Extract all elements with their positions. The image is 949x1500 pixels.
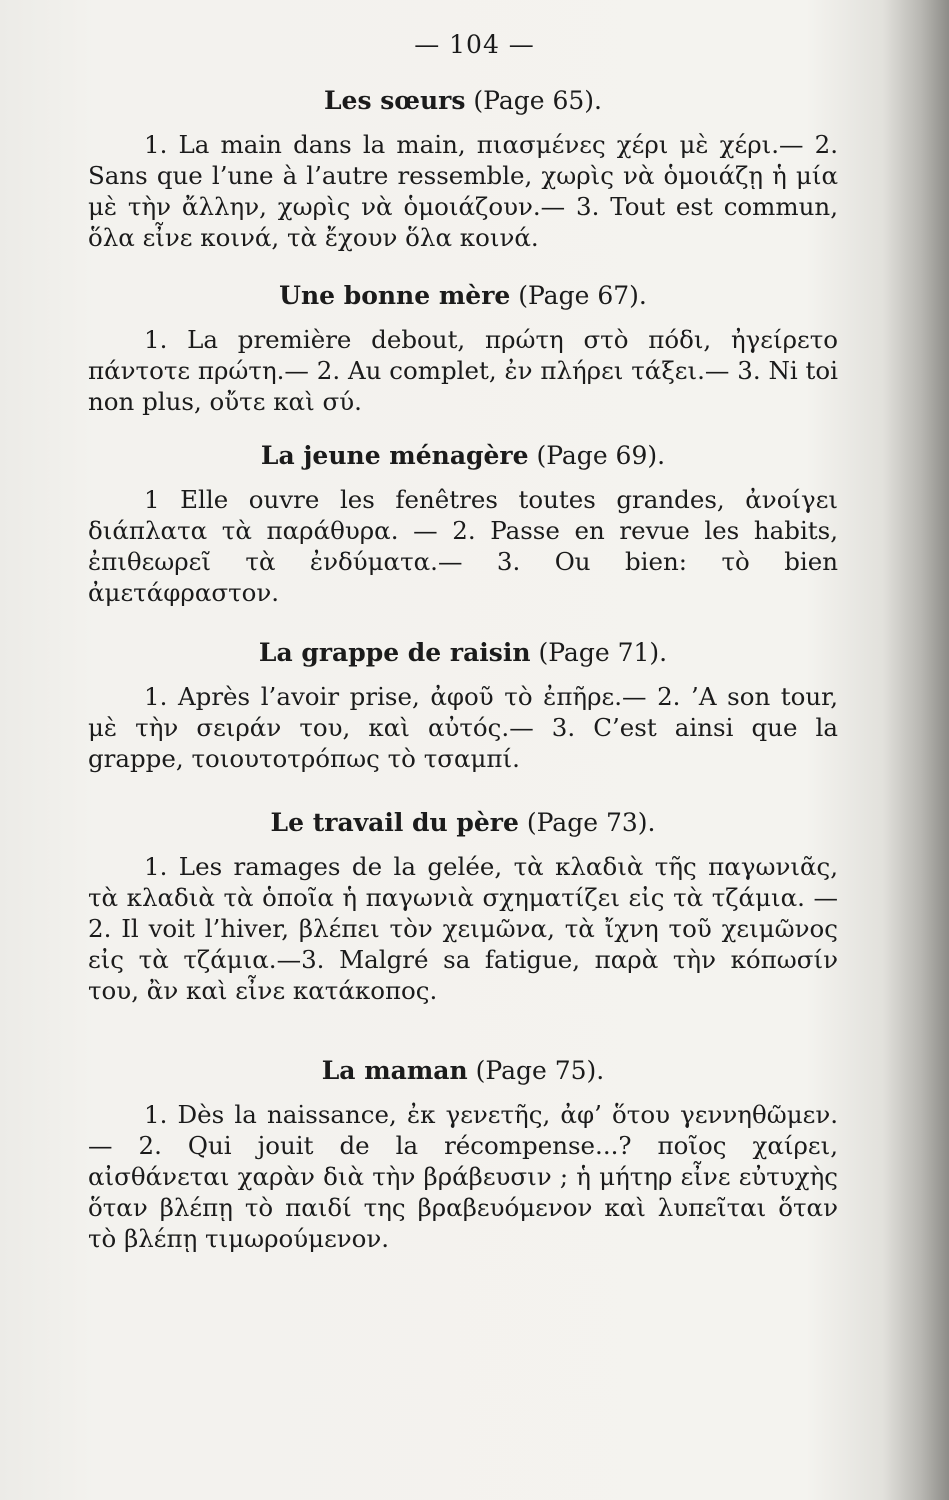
section-text: 1. Après l’avoir prise, ἀφοῦ τὸ ἐπῆρε.— 2. ’A son tour, μὲ τὴν σειράν του, καὶ αὐτός.— 3. C’est ainsi que la grappe, τοιουτοτρόπως τὸ τσαμπί. (88, 682, 838, 773)
section-title: La grappe de raisin (258, 638, 531, 667)
section-heading (88, 808, 838, 837)
section-text: 1. Les ramages de la gelée, τὰ κλαδιὰ τῆς παγωνιᾶς, τὰ κλαδιὰ τὰ ὁποῖα ἡ παγωνιὰ σχηματίζει εἰς τὰ τζάμια. — 2. Il voit l’hiver, βλέπει τὸν χειμῶνα, τὰ ἴχνη τοῦ χειμῶνος εἰς τὰ τζάμια.—3. Malgré sa fatigue, παρὰ τὴν κόπωσίν του, ἂν καὶ εἶνε κατάκοπος. (88, 852, 838, 1005)
section-une-bonne-mere (88, 281, 838, 417)
section-text: 1. Dès la naissance, ἐκ γενετῆς, ἀφ’ ὅτου γεννηθῶμεν.— 2. Qui jouit de la récompense...? ποῖος χαίρει, αἰσθάνεται χαρὰν διὰ τὴν βράβευσιν ; ἡ μήτηρ εἶνε εὐτυχὴς ὅταν βλέπῃ τὸ παιδί της βραβευόμενον καὶ λυπεῖται ὅταν τὸ βλέπῃ τιμωρούμενον. (88, 1100, 838, 1253)
page-number: — 104 — (414, 30, 535, 59)
section-page-ref: (Page 67). (518, 281, 647, 310)
section-la-grappe-de-raisin (88, 638, 838, 774)
section-heading (88, 1056, 838, 1085)
section-page-ref: (Page 65). (473, 86, 603, 115)
section-text: 1. La main dans la main, πιασμένες χέρι μὲ χέρι.— 2. Sans que l’une à l’autre ressemble, χωρὶς νὰ ὁμοιάζῃ ἡ μία μὲ τὴν ἄλλην, χωρὶς νὰ ὁμοιάζουν.— 3. Tout est commun, ὅλα εἶνε κοινά, τὰ ἔχουν ὅλα κοινά. (88, 130, 838, 252)
section-title: Le travail du père (270, 808, 519, 837)
section-page-ref: (Page 73). (526, 808, 656, 837)
section-heading (88, 86, 838, 115)
section-title: Une bonne mère (279, 281, 511, 310)
section-heading (88, 638, 838, 667)
section-page-ref: (Page 75). (475, 1056, 605, 1085)
section-title: La jeune ménagère (260, 441, 529, 470)
section-la-jeune-menagere (88, 441, 838, 608)
section-les-soeurs (88, 86, 838, 253)
section-le-travail-du-pere (88, 808, 838, 1006)
section-title: Les sœurs (323, 86, 466, 115)
section-heading (88, 441, 838, 470)
section-title: La maman (321, 1056, 468, 1085)
section-page-ref: (Page 69). (536, 441, 666, 470)
section-heading (88, 281, 838, 310)
section-text: 1 Elle ouvre les fenêtres toutes grandes, ἀνοίγει διάπλατα τὰ παράθυρα. — 2. Passe en revue les habits, ἐπιθεωρεῖ τὰ ἐνδύματα.— 3. Ou bien: τὸ bien ἀμετάφραστον. (88, 485, 838, 607)
page-content (88, 86, 838, 1254)
section-page-ref: (Page 71). (538, 638, 668, 667)
section-text: 1. La première debout, πρώτη στὸ πόδι, ἠγείρετο πάντοτε πρώτη.— 2. Au complet, ἐν πλήρει τάξει.— 3. Ni toi non plus, οὔτε καὶ σύ. (88, 325, 838, 416)
section-la-maman (88, 1056, 838, 1254)
